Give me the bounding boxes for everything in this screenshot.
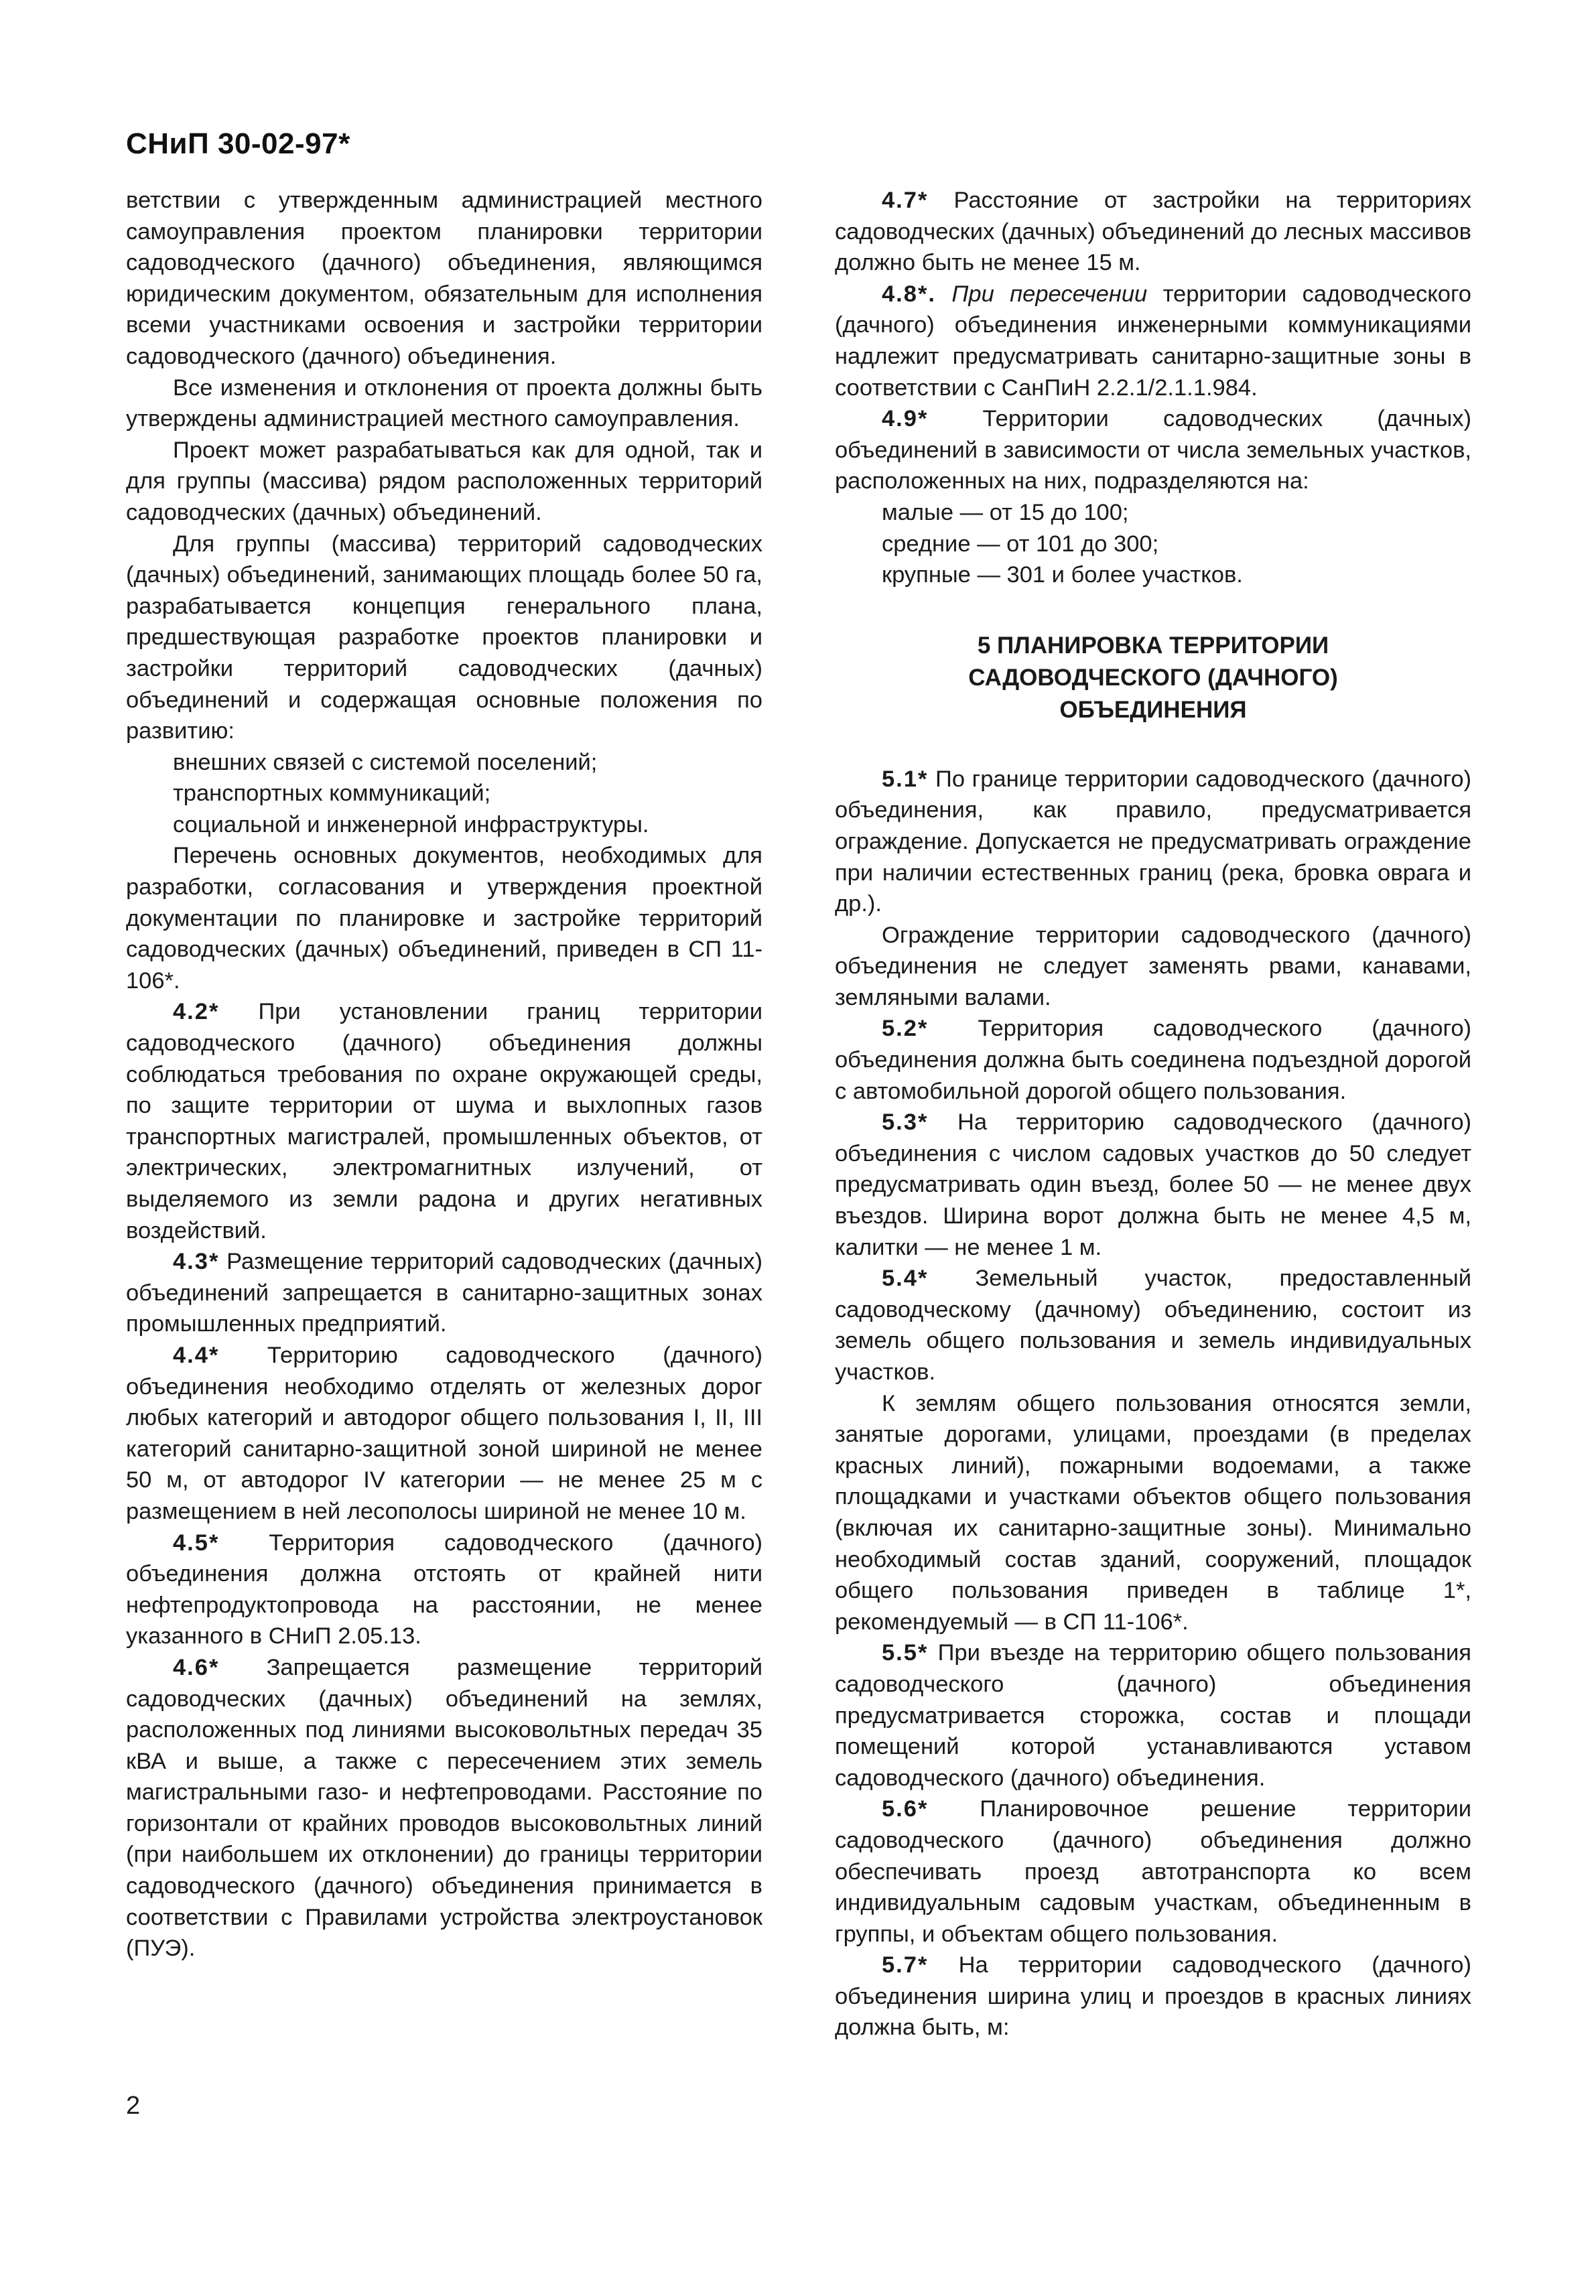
clause-text: По границе территории садоводческого (дачного) объединения, как правило, предусматривается ограждение. Допускается не предусматривать ограждение при наличии естественных границ (река, бровка оврага и др.). <box>835 766 1471 917</box>
clause-4-3 <box>126 1246 762 1340</box>
paragraph: К землям общего пользования относятся земли, занятые дорогами, улицами, проездами (в пределах красных линий), пожарными водоемами, а также площадками и участками объектов общего пользования (включая их санитарно-защитные зоны). Минимально необходимый состав зданий, сооружений, площадок общего пользования приведен в таблице 1*, рекомендуемый — в СП 11-106*. <box>835 1390 1471 1635</box>
clause-5-3 <box>835 1107 1471 1263</box>
section-title <box>835 630 1471 726</box>
paragraph: Все изменения и отклонения от проекта должны быть утверждены администрацией местного самоуправления. <box>126 375 762 432</box>
clause-4-7 <box>835 185 1471 279</box>
paragraph: ветствии с утвержденным администрацией местного самоуправления проектом планировки территории садоводческого (дачного) объединения, являющимся юридическим документом, обязательным для исполнения всеми участниками освоения и застройки территории садоводческого (дачного) объединения. <box>126 188 762 369</box>
clause-number: 4.7* <box>882 188 929 213</box>
clause-4-6 <box>126 1652 762 1964</box>
clause-number: 4.8*. <box>882 281 936 307</box>
clause-5-6 <box>835 1794 1471 1950</box>
clause-5-1 <box>835 764 1471 920</box>
clause-number: 4.2* <box>173 999 220 1025</box>
clause-text: На территорию садоводческого (дачного) объединения с числом садовых участков до 50 следует предусматривать один въезд, более 50 — не менее двух въездов. Ширина ворот должна быть не менее 4,5 м, калитки — не менее 1 м. <box>835 1109 1472 1260</box>
clause-5-4 <box>835 1263 1471 1388</box>
clause-text: Территория садоводческого (дачного) объединения должна отстоять от крайней нити нефтепродуктопровода на расстоянии, не менее указанного в СНиП 2.05.13. <box>126 1530 763 1649</box>
clause-number: 5.1* <box>882 766 929 792</box>
clause-number: 5.4* <box>882 1266 929 1292</box>
page-number: 2 <box>126 2092 141 2120</box>
clause-number: 5.5* <box>882 1640 929 1666</box>
list-item: крупные — 301 и более участков. <box>882 562 1243 588</box>
clause-number: 4.5* <box>173 1530 220 1556</box>
clause-number: 5.3* <box>882 1109 929 1136</box>
paragraph: Перечень основных документов, необходимых для разработки, согласования и утверждения проектной документации по планировке и застройке территорий садоводческих (дачных) объединений, приведен в СП 11-106*. <box>126 843 762 994</box>
page-header: СНиП 30-02-97* <box>126 127 350 160</box>
paragraph: Ограждение территории садоводческого (дачного) объединения не следует заменять рвами, канавами, земляными валами. <box>835 922 1471 1010</box>
clause-number: 5.7* <box>882 1952 929 1978</box>
clause-4-4 <box>126 1340 762 1528</box>
clause-5-2 <box>835 1013 1471 1107</box>
clause-number: 4.9* <box>882 406 929 432</box>
clause-number: 5.6* <box>882 1796 929 1822</box>
clause-5-5 <box>835 1637 1471 1794</box>
clause-number: 4.3* <box>173 1249 220 1275</box>
list-item: малые — от 15 до 100; <box>882 499 1129 525</box>
left-column <box>126 185 762 1964</box>
clause-4-2 <box>126 996 762 1246</box>
list-item: транспортных коммуникаций; <box>173 781 491 807</box>
list-item: социальной и инженерной инфраструктуры. <box>173 811 649 837</box>
clause-text: Расстояние от застройки на территориях садоводческих (дачных) объединений до лесных массивов должно быть не менее 15 м. <box>835 188 1472 276</box>
clause-number: 5.2* <box>882 1016 929 1042</box>
clause-5-7 <box>835 1950 1471 2043</box>
clause-text: Запрещается размещение территорий садоводческих (дачных) объединений на землях, расположенных под линиями высоковольтных передач 35 кВА и выше, а также с пересечением этих земель магистральными газо- и нефтепроводами. Расстояние по горизонтали от крайних проводов высоковольтных линий (при наибольшем их отклонении) до границы территории садоводческого (дачного) объединения принимается в соответствии с Правилами устройства электроустановок (ПУЭ). <box>126 1654 762 1962</box>
clause-text: При установлении границ территории садоводческого (дачного) объединения должны соблюдаться требования по охране окружающей среды, по защите территории от шума и выхлопных газов транспортных магистралей, промышленных объектов, от электрических, электромагнитных излучений, от выделяемого из земли радона и других негативных воздействий. <box>126 999 762 1243</box>
clause-4-9 <box>835 403 1471 497</box>
paragraph: Для группы (массива) территорий садоводческих (дачных) объединений, занимающих площадь более 50 га, разрабатывается концепция генерального плана, предшествующая разработке проектов планировки и застройки территорий садоводческих (дачных) объединений и содержащая основные положения по развитию: <box>126 531 762 744</box>
clause-text: Территорию садоводческого (дачного) объединения необходимо отделять от железных дорог любых категорий и автодорог общего пользования I, II, III категорий санитарно-защитной зоной шириной не менее 50 м, от автодорог IV категории — не менее 25 м с размещением в ней лесополосы шириной не менее 10 м. <box>126 1342 762 1524</box>
clause-text: Размещение территорий садоводческих (дачных) объединений запрещается в санитарно-защитных зонах промышленных предприятий. <box>126 1249 762 1337</box>
list-item: внешних связей с системой поселений; <box>173 749 598 775</box>
clause-text: При въезде на территорию общего пользования садоводческого (дачного) объединения предусматривается сторожка, состав и площади помещений которой устанавливаются уставом садоводческого (дачного) объединения. <box>835 1640 1471 1791</box>
right-column <box>835 185 1471 2043</box>
clause-4-5 <box>126 1528 762 1652</box>
list-item: средние — от 101 до 300; <box>882 531 1159 557</box>
clause-text: Территория садоводческого (дачного) объединения должна быть соединена подъездной дорогой с автомобильной дорогой общего пользования. <box>835 1016 1472 1104</box>
clause-number: 4.6* <box>173 1654 220 1680</box>
paragraph: Проект может разрабатываться как для одной, так и для группы (массива) рядом расположенных территорий садоводческих (дачных) объединений. <box>126 437 762 525</box>
clause-text: Территории садоводческих (дачных) объединений в зависимости от числа земельных участков, расположенных на них, подразделяются на: <box>835 406 1471 494</box>
section-title-line: ОБЪЕДИНЕНИЯ <box>1059 696 1247 723</box>
clause-number: 4.4* <box>173 1342 220 1368</box>
clause-text: На территории садоводческого (дачного) объединения ширина улиц и проездов в красных линиях должна быть, м: <box>835 1952 1471 2041</box>
section-title-line: САДОВОДЧЕСКОГО (ДАЧНОГО) <box>968 664 1338 691</box>
clause-text: Земельный участок, предоставленный садоводческому (дачному) объединению, состоит из земель общего пользования и земель индивидуальных участков. <box>835 1266 1471 1385</box>
section-title-line: 5 ПЛАНИРОВКА ТЕРРИТОРИИ <box>977 632 1329 659</box>
clause-4-8 <box>835 279 1471 403</box>
clause-text: Планировочное решение территории садоводческого (дачного) объединения должно обеспечивать проезд автотранспорта ко всем индивидуальным садовым участкам, объединенным в группы, и объектам общего пользования. <box>835 1796 1471 1947</box>
clause-text: территории садоводческого (дачного) объединения инженерными коммуникациями надлежит предусматривать санитарно-защитные зоны в соответствии с СанПиН 2.2.1/2.1.1.984. <box>835 281 1471 401</box>
clause-italic-text: При пересечении <box>951 281 1148 307</box>
